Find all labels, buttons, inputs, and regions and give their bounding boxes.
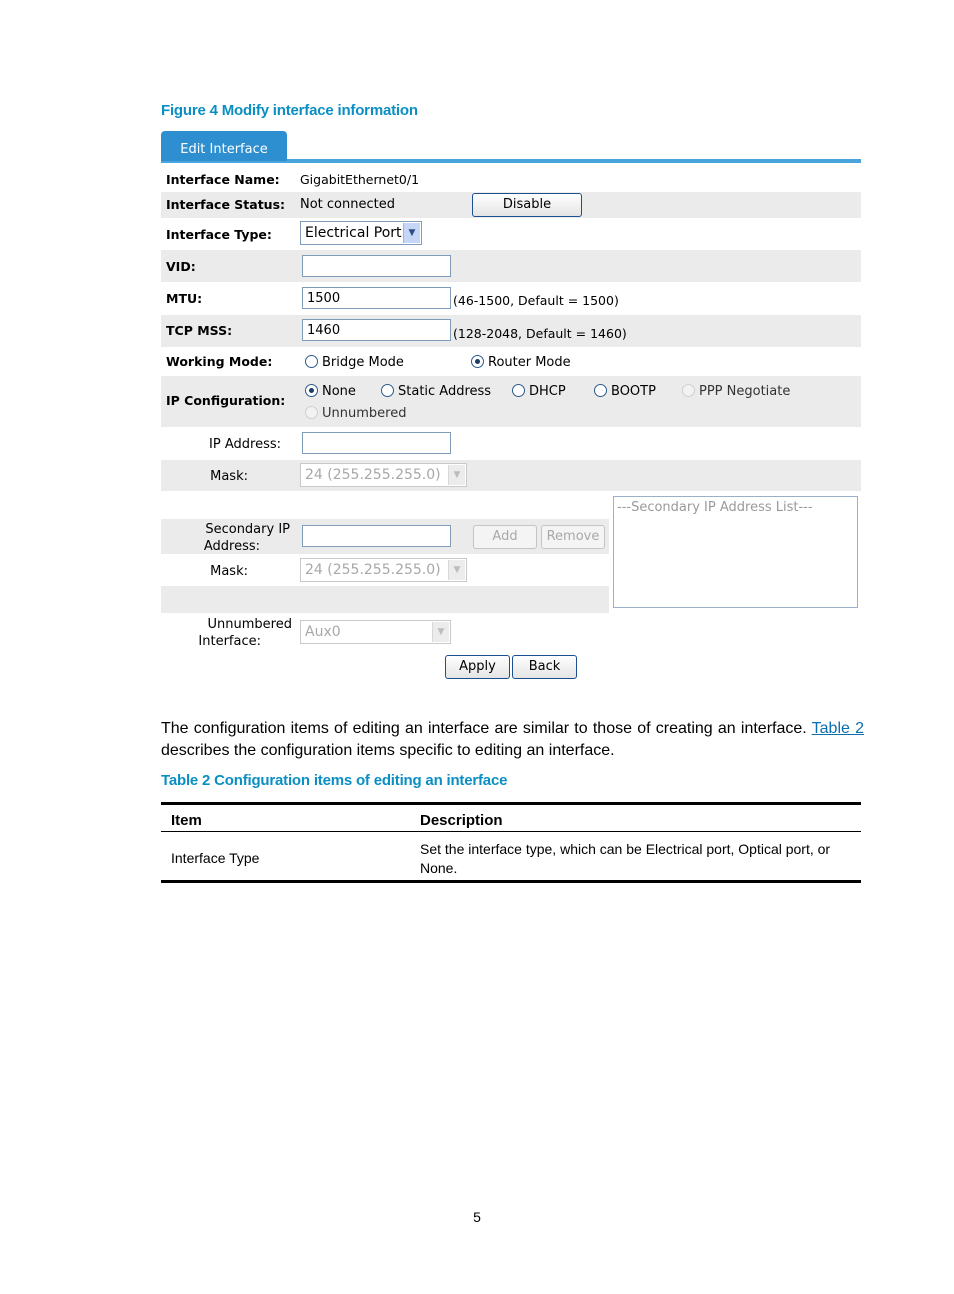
radio-dhcp[interactable]: DHCP bbox=[512, 384, 566, 399]
secondary-mask-label: Mask: bbox=[210, 564, 248, 579]
vid-label: VID: bbox=[166, 259, 196, 274]
apply-button[interactable]: Apply bbox=[445, 655, 510, 679]
ip-address-input[interactable] bbox=[302, 432, 451, 454]
row-ip-address bbox=[161, 427, 861, 460]
radio-circle-icon[interactable] bbox=[305, 355, 318, 368]
chevron-down-icon[interactable]: ▼ bbox=[432, 622, 449, 642]
working-mode-label: Working Mode: bbox=[166, 354, 273, 369]
tab-edit-interface[interactable]: Edit Interface bbox=[161, 131, 287, 161]
row-interface-name bbox=[161, 166, 861, 192]
unnumbered-label-line1: Unnumbered bbox=[207, 617, 292, 632]
row-mtu bbox=[161, 282, 861, 315]
interface-name-label: Interface Name: bbox=[166, 172, 280, 187]
secondary-mask-selected: 24 (255.255.255.0) bbox=[305, 562, 441, 578]
table-cell-description: Set the interface type, which can be Electrical port, Optical port, or None. bbox=[420, 841, 831, 876]
row-interface-type bbox=[161, 218, 861, 250]
radio-circle-icon[interactable] bbox=[512, 384, 525, 397]
chevron-down-icon[interactable]: ▼ bbox=[448, 560, 465, 580]
mask-select[interactable] bbox=[300, 463, 467, 487]
interface-name-value: GigabitEthernet0/1 bbox=[300, 172, 420, 187]
tab-underline-left bbox=[161, 161, 861, 163]
row-working-mode bbox=[161, 347, 861, 376]
radio-selected-icon[interactable] bbox=[305, 384, 318, 397]
table-cell-item: Interface Type bbox=[171, 850, 260, 866]
body-paragraph bbox=[161, 718, 864, 762]
chevron-down-icon[interactable]: ▼ bbox=[403, 223, 420, 243]
mtu-label: MTU: bbox=[166, 291, 203, 306]
radio-circle-icon[interactable] bbox=[305, 406, 318, 419]
secondary-ip-list[interactable] bbox=[613, 496, 858, 608]
unnumbered-selected: Aux0 bbox=[305, 624, 341, 640]
disable-button[interactable]: Disable bbox=[472, 193, 582, 217]
secondary-ip-label-line1: Secondary IP bbox=[205, 522, 290, 537]
interface-status-label: Interface Status: bbox=[166, 197, 286, 212]
figure-caption: Figure 4 Modify interface information bbox=[161, 102, 418, 119]
radio-bridge-mode[interactable]: Bridge Mode bbox=[305, 355, 404, 370]
chevron-down-icon[interactable]: ▼ bbox=[448, 465, 465, 485]
paragraph-text-cont: describes the configuration items specific to editing an interface. bbox=[161, 742, 615, 759]
back-button[interactable]: Back bbox=[512, 655, 577, 679]
row-spacer bbox=[161, 586, 609, 613]
radio-circle-icon[interactable] bbox=[381, 384, 394, 397]
mtu-hint: (46-1500, Default = 1500) bbox=[453, 293, 619, 308]
interface-type-select[interactable] bbox=[300, 221, 422, 245]
mask-label: Mask: bbox=[210, 469, 248, 484]
row-vid bbox=[161, 250, 861, 282]
interface-type-label: Interface Type: bbox=[166, 227, 272, 242]
vid-input[interactable] bbox=[302, 255, 451, 277]
unnumbered-label-line2: Interface: bbox=[198, 634, 261, 649]
table-header-rule bbox=[161, 831, 861, 832]
ip-address-label: IP Address: bbox=[209, 437, 281, 452]
interface-type-selected: Electrical Port bbox=[305, 225, 402, 241]
ip-config-label: IP Configuration: bbox=[166, 393, 286, 408]
row-ip-configuration bbox=[161, 376, 861, 427]
mtu-input[interactable] bbox=[302, 287, 451, 309]
secondary-ip-label-line2: Address: bbox=[203, 539, 260, 554]
row-tcp-mss bbox=[161, 315, 861, 347]
radio-none[interactable]: None bbox=[305, 384, 356, 399]
paragraph-text: The configuration items of editing an interface are similar to those of creating an interface. bbox=[161, 720, 812, 737]
row-secondary-ip bbox=[161, 519, 609, 554]
table-bottom-rule bbox=[161, 880, 861, 883]
table-header-item: Item bbox=[171, 812, 202, 829]
radio-router-mode[interactable]: Router Mode bbox=[471, 355, 571, 370]
table-2-link[interactable]: Table 2 bbox=[811, 720, 864, 737]
row-interface-status bbox=[161, 192, 861, 218]
table-header-description: Description bbox=[420, 812, 503, 829]
radio-circle-icon[interactable] bbox=[682, 384, 695, 397]
secondary-ip-input[interactable] bbox=[302, 525, 451, 547]
radio-circle-icon[interactable] bbox=[594, 384, 607, 397]
mask-selected: 24 (255.255.255.0) bbox=[305, 467, 441, 483]
secondary-ip-list-placeholder: ---Secondary IP Address List--- bbox=[617, 500, 813, 515]
row-unnumbered-interface bbox=[161, 614, 609, 652]
page-number: 5 bbox=[473, 1209, 481, 1225]
radio-selected-icon[interactable] bbox=[471, 355, 484, 368]
table-caption: Table 2 Configuration items of editing an interface bbox=[161, 772, 508, 789]
remove-button[interactable]: Remove bbox=[541, 525, 605, 549]
add-button[interactable]: Add bbox=[473, 525, 537, 549]
tcp-mss-input[interactable] bbox=[302, 319, 451, 341]
row-mask bbox=[161, 460, 861, 491]
tcp-mss-hint: (128-2048, Default = 1460) bbox=[453, 326, 627, 341]
radio-ppp-negotiate[interactable]: PPP Negotiate bbox=[682, 384, 790, 399]
tcp-mss-label: TCP MSS: bbox=[166, 323, 233, 338]
row-secondary-mask bbox=[161, 554, 609, 586]
radio-bootp[interactable]: BOOTP bbox=[594, 384, 656, 399]
table-top-rule bbox=[161, 802, 861, 805]
unnumbered-interface-select[interactable] bbox=[300, 620, 451, 644]
radio-unnumbered[interactable]: Unnumbered bbox=[305, 406, 406, 421]
interface-status-value: Not connected bbox=[300, 197, 395, 212]
radio-static-address[interactable]: Static Address bbox=[381, 384, 491, 399]
secondary-mask-select[interactable] bbox=[300, 558, 467, 582]
